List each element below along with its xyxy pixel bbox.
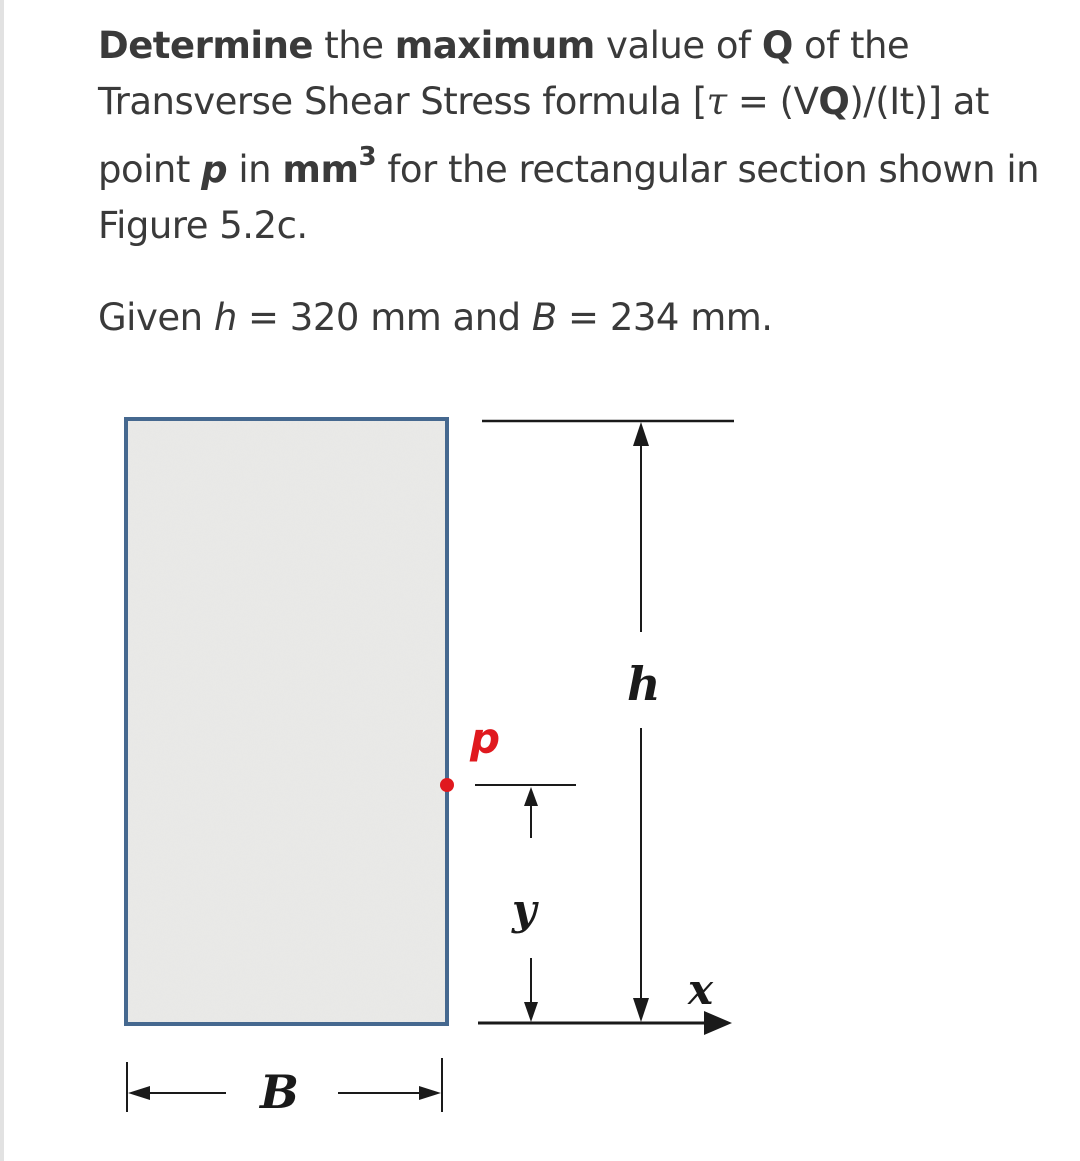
- given-b-value: = 234 mm.: [556, 296, 773, 339]
- label-p: p: [470, 714, 501, 763]
- given-values: [98, 290, 773, 346]
- label-h: h: [627, 657, 661, 711]
- unit-exponent: 3: [358, 141, 377, 172]
- text-span: )/(It)] at: [849, 80, 989, 123]
- h-arrow-up-icon: [633, 422, 649, 446]
- text-span: value of: [594, 24, 762, 67]
- question-line-3: [98, 142, 1048, 198]
- text-span: the: [313, 24, 395, 67]
- text-span: = (V: [726, 80, 819, 123]
- label-y: y: [512, 885, 537, 934]
- symbol-q: Q: [761, 24, 793, 67]
- question-line-1: [98, 18, 1048, 74]
- given-h-value: = 320 mm and: [236, 296, 532, 339]
- text-span: point: [98, 148, 202, 191]
- text-span: of the: [792, 24, 910, 67]
- keyword-maximum: maximum: [394, 24, 595, 67]
- symbol-b: B: [531, 296, 557, 339]
- point-p-marker: [440, 778, 454, 792]
- x-axis-arrow-icon: [704, 1011, 732, 1035]
- section-texture: [126, 419, 447, 1024]
- text-span: for the rectangular section shown in: [376, 148, 1040, 191]
- question-line-4: Figure 5.2c.: [98, 204, 308, 247]
- symbol-tau: τ: [706, 80, 727, 123]
- rectangular-section-figure: [0, 380, 1080, 1140]
- question-text: [98, 18, 1048, 254]
- text-span: Transverse Shear Stress formula [: [98, 80, 707, 123]
- question-line-2: [98, 74, 1048, 130]
- symbol-h: h: [213, 296, 237, 339]
- y-arrow-up-icon: [524, 787, 538, 806]
- text-span: in: [227, 148, 283, 191]
- label-b: B: [260, 1065, 299, 1119]
- symbol-p: p: [201, 148, 228, 191]
- unit-mm: mm: [282, 148, 359, 191]
- h-arrow-down-icon: [633, 998, 649, 1022]
- b-arrow-right-icon: [419, 1086, 441, 1100]
- text-span: Given: [98, 296, 214, 339]
- keyword-determine: Determine: [98, 24, 314, 67]
- label-x: x: [688, 965, 714, 1014]
- symbol-q-formula: Q: [818, 80, 850, 123]
- y-arrow-down-icon: [524, 1002, 538, 1022]
